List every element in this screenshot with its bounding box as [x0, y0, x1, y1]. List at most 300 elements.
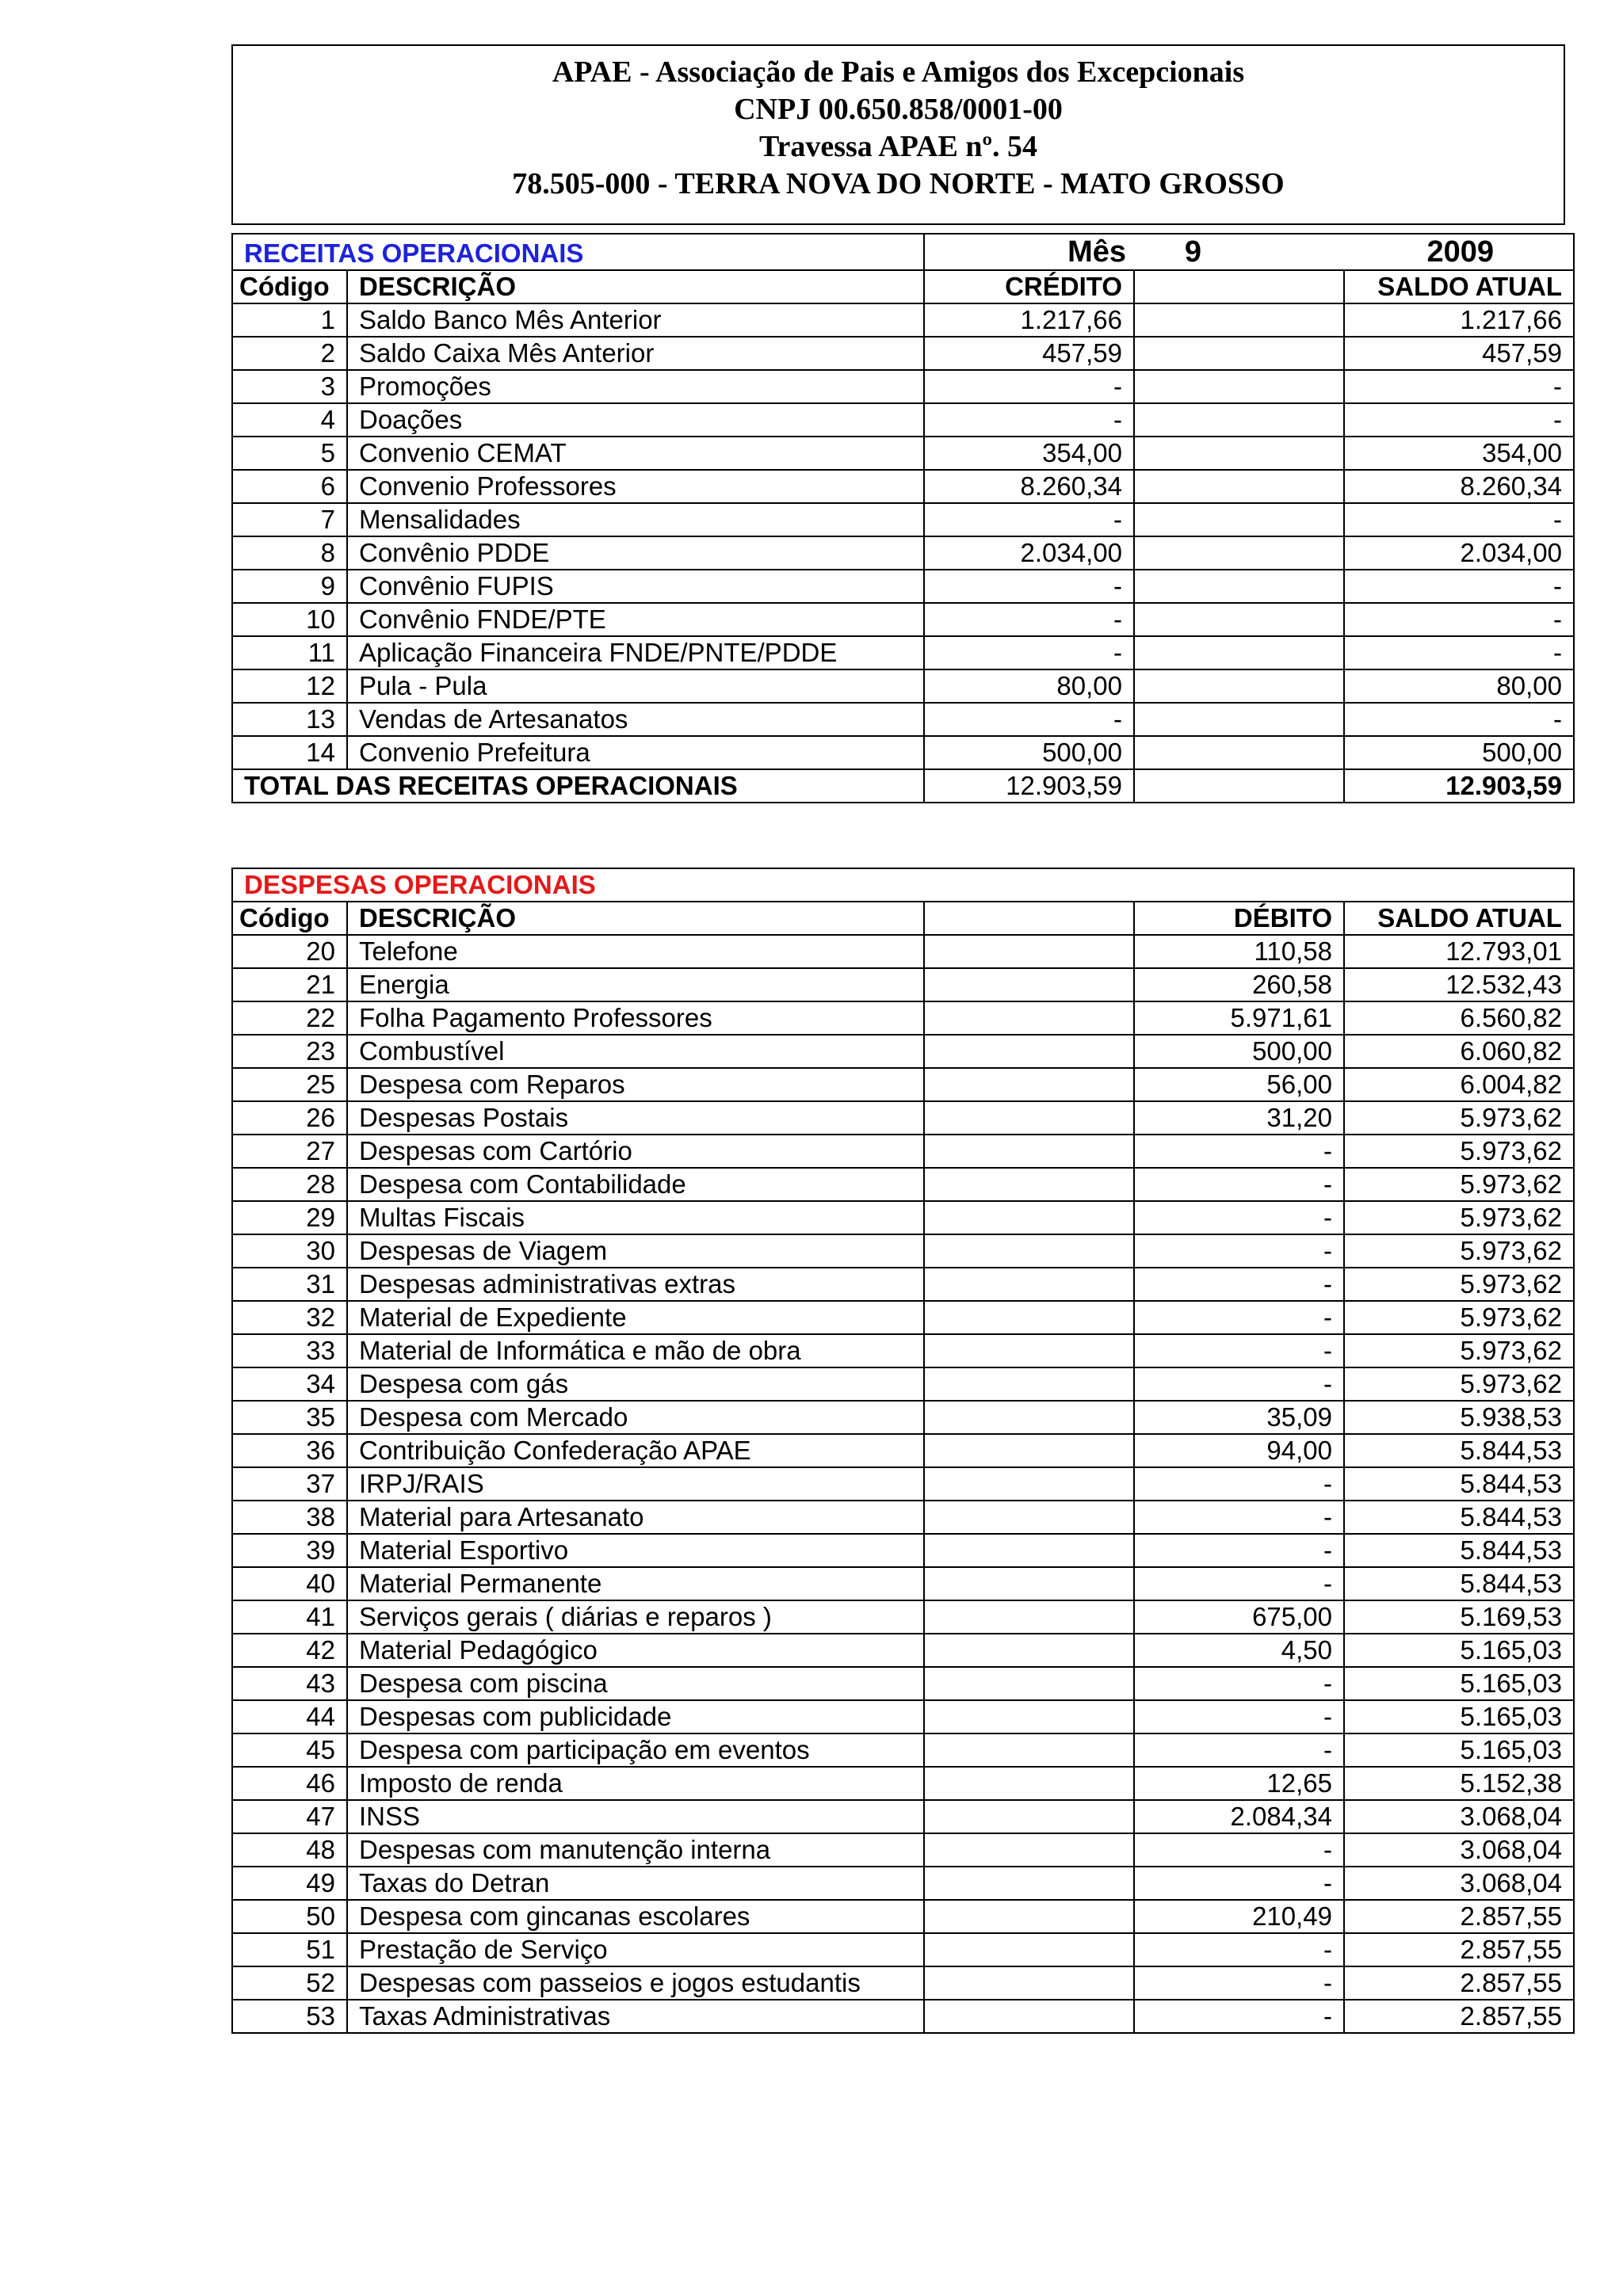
row-saldo: 5.169,53: [1344, 1600, 1574, 1634]
table-row: [232, 2000, 1574, 2033]
table-row: [232, 570, 1574, 603]
row-descricao: Convênio PDDE: [347, 536, 924, 570]
receitas-table: [231, 233, 1575, 803]
row-credito: 500,00: [924, 736, 1134, 769]
empty-cell: [1134, 536, 1344, 570]
row-descricao: INSS: [347, 1800, 924, 1833]
row-saldo: 3.068,04: [1344, 1800, 1574, 1833]
row-saldo: 5.844,53: [1344, 1467, 1574, 1501]
row-descricao: Promoções: [347, 370, 924, 403]
col-header-debito: DÉBITO: [1134, 902, 1344, 935]
row-saldo: 5.973,62: [1344, 1168, 1574, 1201]
row-debito: -: [1134, 1833, 1344, 1867]
row-debito: -: [1134, 1667, 1344, 1700]
row-descricao: Convenio Prefeitura: [347, 736, 924, 769]
empty-cell: [924, 1667, 1134, 1700]
row-descricao: Contribuição Confederação APAE: [347, 1434, 924, 1467]
empty-cell: [1134, 337, 1344, 370]
row-credito: -: [924, 703, 1134, 736]
table-row: [232, 1667, 1574, 1700]
row-credito: -: [924, 636, 1134, 669]
row-saldo: 80,00: [1344, 669, 1574, 703]
row-descricao: Convênio FNDE/PTE: [347, 603, 924, 636]
empty-cell: [924, 2000, 1134, 2033]
row-descricao: Despesas com passeios e jogos estudantis: [347, 1966, 924, 2000]
row-credito: -: [924, 403, 1134, 437]
row-saldo: 6.004,82: [1344, 1068, 1574, 1101]
row-debito: -: [1134, 1966, 1344, 2000]
row-codigo: 8: [232, 536, 347, 570]
receitas-total-row: [232, 769, 1574, 803]
empty-cell: [1134, 769, 1344, 803]
empty-cell: [924, 1966, 1134, 2000]
row-saldo: 6.060,82: [1344, 1035, 1574, 1068]
row-credito: 8.260,34: [924, 470, 1134, 503]
row-codigo: 20: [232, 935, 347, 968]
row-debito: -: [1134, 1168, 1344, 1201]
empty-cell: [924, 935, 1134, 968]
table-row: [232, 1867, 1574, 1900]
row-codigo: 4: [232, 403, 347, 437]
empty-cell: [924, 1201, 1134, 1234]
row-debito: 5.971,61: [1134, 1001, 1344, 1035]
row-codigo: 40: [232, 1567, 347, 1600]
receitas-header-row: [232, 270, 1574, 303]
row-descricao: Telefone: [347, 935, 924, 968]
despesas-title-row: [232, 868, 1574, 902]
row-saldo: -: [1344, 703, 1574, 736]
empty-cell: [924, 1401, 1134, 1434]
row-debito: 110,58: [1134, 935, 1344, 968]
row-debito: -: [1134, 1334, 1344, 1367]
row-codigo: 51: [232, 1933, 347, 1966]
table-row: [232, 1733, 1574, 1767]
row-codigo: 25: [232, 1068, 347, 1101]
empty-cell: [924, 1567, 1134, 1600]
row-codigo: 3: [232, 370, 347, 403]
row-debito: -: [1134, 1700, 1344, 1733]
row-descricao: Convenio Professores: [347, 470, 924, 503]
empty-cell: [924, 1367, 1134, 1401]
row-descricao: Despesas de Viagem: [347, 1234, 924, 1268]
row-codigo: 26: [232, 1101, 347, 1135]
table-row: [232, 1634, 1574, 1667]
row-debito: 56,00: [1134, 1068, 1344, 1101]
row-saldo: -: [1344, 570, 1574, 603]
table-row: [232, 1101, 1574, 1135]
table-row: [232, 1501, 1574, 1534]
row-saldo: 5.938,53: [1344, 1401, 1574, 1434]
empty-cell: [924, 1334, 1134, 1367]
row-codigo: 39: [232, 1534, 347, 1567]
table-row: [232, 736, 1574, 769]
row-saldo: 5.973,62: [1344, 1135, 1574, 1168]
row-debito: 94,00: [1134, 1434, 1344, 1467]
table-row: [232, 1434, 1574, 1467]
empty-cell: [1134, 603, 1344, 636]
table-row: [232, 1301, 1574, 1334]
row-descricao: Despesa com Reparos: [347, 1068, 924, 1101]
row-codigo: 21: [232, 968, 347, 1001]
row-codigo: 32: [232, 1301, 347, 1334]
row-saldo: 3.068,04: [1344, 1867, 1574, 1900]
row-descricao: Despesas com Cartório: [347, 1135, 924, 1168]
row-codigo: 7: [232, 503, 347, 536]
row-codigo: 42: [232, 1634, 347, 1667]
table-row: [232, 470, 1574, 503]
row-descricao: Despesa com gás: [347, 1367, 924, 1401]
row-descricao: Mensalidades: [347, 503, 924, 536]
row-saldo: -: [1344, 603, 1574, 636]
row-credito: -: [924, 603, 1134, 636]
org-cnpj: CNPJ 00.650.858/0001-00: [734, 93, 1063, 126]
row-codigo: 9: [232, 570, 347, 603]
row-codigo: 28: [232, 1168, 347, 1201]
row-descricao: Material Pedagógico: [347, 1634, 924, 1667]
month-value: 9: [1134, 234, 1344, 270]
organization-header: [231, 44, 1565, 225]
row-credito: 80,00: [924, 669, 1134, 703]
empty-cell: [924, 1933, 1134, 1966]
row-codigo: 5: [232, 437, 347, 470]
row-debito: -: [1134, 1268, 1344, 1301]
row-saldo: -: [1344, 636, 1574, 669]
empty-cell: [1134, 503, 1344, 536]
table-row: [232, 1367, 1574, 1401]
row-saldo: 5.152,38: [1344, 1767, 1574, 1800]
empty-cell: [924, 1068, 1134, 1101]
table-row: [232, 1068, 1574, 1101]
table-row: [232, 968, 1574, 1001]
row-saldo: 2.857,55: [1344, 1966, 1574, 2000]
empty-cell: [1134, 470, 1344, 503]
row-descricao: Energia: [347, 968, 924, 1001]
row-saldo: 8.260,34: [1344, 470, 1574, 503]
row-saldo: 5.844,53: [1344, 1534, 1574, 1567]
empty-cell: [924, 1135, 1134, 1168]
row-saldo: 2.857,55: [1344, 1933, 1574, 1966]
row-descricao: Saldo Caixa Mês Anterior: [347, 337, 924, 370]
empty-cell: [924, 1833, 1134, 1867]
row-descricao: Despesa com participação em eventos: [347, 1733, 924, 1767]
table-row: [232, 1600, 1574, 1634]
table-row: [232, 1001, 1574, 1035]
empty-cell: [1134, 703, 1344, 736]
row-codigo: 12: [232, 669, 347, 703]
table-row: [232, 370, 1574, 403]
row-codigo: 50: [232, 1900, 347, 1933]
row-descricao: Despesa com Mercado: [347, 1401, 924, 1434]
table-row: [232, 437, 1574, 470]
row-saldo: 5.165,03: [1344, 1700, 1574, 1733]
row-codigo: 47: [232, 1800, 347, 1833]
despesas-rows: [232, 935, 1574, 2033]
empty-cell: [924, 1600, 1134, 1634]
row-saldo: 500,00: [1344, 736, 1574, 769]
year-value: 2009: [1344, 234, 1574, 270]
total-saldo: 12.903,59: [1344, 769, 1574, 803]
total-label: TOTAL DAS RECEITAS OPERACIONAIS: [232, 769, 924, 803]
col-header-codigo: Código: [232, 902, 347, 935]
row-credito: 457,59: [924, 337, 1134, 370]
empty-cell: [1134, 270, 1344, 303]
row-credito: 1.217,66: [924, 303, 1134, 337]
table-row: [232, 536, 1574, 570]
row-codigo: 2: [232, 337, 347, 370]
table-row: [232, 1534, 1574, 1567]
table-row: [232, 1201, 1574, 1234]
row-debito: -: [1134, 1933, 1344, 1966]
empty-cell: [1134, 370, 1344, 403]
empty-cell: [924, 1900, 1134, 1933]
row-codigo: 27: [232, 1135, 347, 1168]
row-credito: -: [924, 370, 1134, 403]
org-address: Travessa APAE nº. 54: [758, 130, 1038, 163]
table-row: [232, 1035, 1574, 1068]
empty-cell: [924, 902, 1134, 935]
row-debito: -: [1134, 1567, 1344, 1600]
row-debito: -: [1134, 1534, 1344, 1567]
table-row: [232, 1567, 1574, 1600]
row-codigo: 38: [232, 1501, 347, 1534]
row-codigo: 10: [232, 603, 347, 636]
receitas-title: RECEITAS OPERACIONAIS: [232, 234, 924, 270]
row-descricao: Material Esportivo: [347, 1534, 924, 1567]
empty-cell: [924, 1168, 1134, 1201]
empty-cell: [924, 1733, 1134, 1767]
col-header-credito: CRÉDITO: [924, 270, 1134, 303]
table-row: [232, 1334, 1574, 1367]
empty-cell: [924, 1767, 1134, 1800]
row-descricao: Serviços gerais ( diárias e reparos ): [347, 1600, 924, 1634]
row-codigo: 41: [232, 1600, 347, 1634]
row-debito: 675,00: [1134, 1600, 1344, 1634]
row-saldo: 6.560,82: [1344, 1001, 1574, 1035]
row-descricao: Material de Informática e mão de obra: [347, 1334, 924, 1367]
table-row: [232, 1800, 1574, 1833]
table-row: [232, 1700, 1574, 1733]
empty-cell: [924, 1800, 1134, 1833]
row-saldo: -: [1344, 503, 1574, 536]
empty-cell: [924, 1434, 1134, 1467]
empty-cell: [924, 1234, 1134, 1268]
row-debito: 260,58: [1134, 968, 1344, 1001]
row-debito: -: [1134, 1867, 1344, 1900]
row-saldo: 457,59: [1344, 337, 1574, 370]
row-codigo: 31: [232, 1268, 347, 1301]
row-saldo: 2.857,55: [1344, 2000, 1574, 2033]
row-codigo: 29: [232, 1201, 347, 1234]
table-row: [232, 935, 1574, 968]
row-descricao: Doações: [347, 403, 924, 437]
row-codigo: 11: [232, 636, 347, 669]
empty-cell: [1134, 669, 1344, 703]
despesas-table: [231, 868, 1575, 2034]
row-descricao: Despesas com publicidade: [347, 1700, 924, 1733]
empty-cell: [924, 1268, 1134, 1301]
row-codigo: 49: [232, 1867, 347, 1900]
row-codigo: 44: [232, 1700, 347, 1733]
col-header-saldo: SALDO ATUAL: [1344, 270, 1574, 303]
table-row: [232, 636, 1574, 669]
row-descricao: Pula - Pula: [347, 669, 924, 703]
row-codigo: 34: [232, 1367, 347, 1401]
row-credito: -: [924, 503, 1134, 536]
table-row: [232, 403, 1574, 437]
row-codigo: 1: [232, 303, 347, 337]
row-codigo: 22: [232, 1001, 347, 1035]
row-saldo: 2.034,00: [1344, 536, 1574, 570]
table-row: [232, 303, 1574, 337]
row-saldo: 5.844,53: [1344, 1501, 1574, 1534]
table-row: [232, 1168, 1574, 1201]
row-descricao: Material Permanente: [347, 1567, 924, 1600]
row-codigo: 45: [232, 1733, 347, 1767]
row-codigo: 30: [232, 1234, 347, 1268]
row-debito: 12,65: [1134, 1767, 1344, 1800]
table-row: [232, 603, 1574, 636]
row-debito: -: [1134, 1501, 1344, 1534]
empty-cell: [1134, 570, 1344, 603]
row-codigo: 43: [232, 1667, 347, 1700]
table-row: [232, 503, 1574, 536]
empty-cell: [924, 1035, 1134, 1068]
table-row: [232, 1268, 1574, 1301]
row-descricao: Prestação de Serviço: [347, 1933, 924, 1966]
row-descricao: Material de Expediente: [347, 1301, 924, 1334]
row-saldo: 354,00: [1344, 437, 1574, 470]
row-debito: -: [1134, 2000, 1344, 2033]
empty-cell: [1134, 403, 1344, 437]
row-debito: 31,20: [1134, 1101, 1344, 1135]
row-codigo: 6: [232, 470, 347, 503]
row-saldo: 5.165,03: [1344, 1634, 1574, 1667]
row-saldo: 5.973,62: [1344, 1101, 1574, 1135]
row-debito: -: [1134, 1467, 1344, 1501]
row-debito: -: [1134, 1367, 1344, 1401]
empty-cell: [924, 1634, 1134, 1667]
table-row: [232, 337, 1574, 370]
table-row: [232, 1467, 1574, 1501]
row-descricao: Saldo Banco Mês Anterior: [347, 303, 924, 337]
table-row: [232, 1933, 1574, 1966]
row-debito: -: [1134, 1733, 1344, 1767]
row-debito: -: [1134, 1301, 1344, 1334]
empty-cell: [924, 1534, 1134, 1567]
table-row: [232, 1833, 1574, 1867]
row-saldo: 5.844,53: [1344, 1434, 1574, 1467]
col-header-codigo: Código: [232, 270, 347, 303]
row-codigo: 13: [232, 703, 347, 736]
row-descricao: Taxas do Detran: [347, 1867, 924, 1900]
row-credito: 2.034,00: [924, 536, 1134, 570]
row-saldo: 12.532,43: [1344, 968, 1574, 1001]
row-saldo: 5.973,62: [1344, 1367, 1574, 1401]
empty-cell: [1134, 437, 1344, 470]
row-descricao: Despesa com Contabilidade: [347, 1168, 924, 1201]
table-row: [232, 1966, 1574, 2000]
empty-cell: [1134, 636, 1344, 669]
table-row: [232, 1900, 1574, 1933]
col-header-saldo: SALDO ATUAL: [1344, 902, 1574, 935]
table-row: [232, 703, 1574, 736]
col-header-descricao: DESCRIÇÃO: [347, 902, 924, 935]
row-descricao: Vendas de Artesanatos: [347, 703, 924, 736]
row-saldo: 2.857,55: [1344, 1900, 1574, 1933]
row-descricao: Imposto de renda: [347, 1767, 924, 1800]
row-saldo: 5.165,03: [1344, 1667, 1574, 1700]
row-debito: 500,00: [1134, 1035, 1344, 1068]
row-codigo: 52: [232, 1966, 347, 2000]
receitas-title-row: [232, 234, 1574, 270]
row-descricao: Convenio CEMAT: [347, 437, 924, 470]
month-label: Mês: [924, 234, 1134, 270]
empty-cell: [924, 1101, 1134, 1135]
row-descricao: Material para Artesanato: [347, 1501, 924, 1534]
row-saldo: 5.844,53: [1344, 1567, 1574, 1600]
row-saldo: 5.973,62: [1344, 1334, 1574, 1367]
row-codigo: 33: [232, 1334, 347, 1367]
row-descricao: Combustível: [347, 1035, 924, 1068]
row-descricao: Despesa com gincanas escolares: [347, 1900, 924, 1933]
row-saldo: 12.793,01: [1344, 935, 1574, 968]
row-debito: -: [1134, 1234, 1344, 1268]
row-saldo: 1.217,66: [1344, 303, 1574, 337]
row-codigo: 48: [232, 1833, 347, 1867]
empty-cell: [924, 1700, 1134, 1733]
table-row: [232, 1234, 1574, 1268]
row-debito: 4,50: [1134, 1634, 1344, 1667]
row-descricao: Despesas Postais: [347, 1101, 924, 1135]
col-header-descricao: DESCRIÇÃO: [347, 270, 924, 303]
table-row: [232, 1135, 1574, 1168]
empty-cell: [924, 1867, 1134, 1900]
row-descricao: Despesa com piscina: [347, 1667, 924, 1700]
row-debito: 210,49: [1134, 1900, 1344, 1933]
row-codigo: 36: [232, 1434, 347, 1467]
empty-cell: [1134, 303, 1344, 337]
row-saldo: 5.973,62: [1344, 1268, 1574, 1301]
receitas-rows: [232, 303, 1574, 769]
row-descricao: Taxas Administrativas: [347, 2000, 924, 2033]
row-saldo: 5.973,62: [1344, 1301, 1574, 1334]
row-credito: 354,00: [924, 437, 1134, 470]
table-row: [232, 1767, 1574, 1800]
empty-cell: [924, 1301, 1134, 1334]
row-debito: -: [1134, 1135, 1344, 1168]
row-codigo: 35: [232, 1401, 347, 1434]
row-saldo: -: [1344, 403, 1574, 437]
row-codigo: 14: [232, 736, 347, 769]
row-descricao: Aplicação Financeira FNDE/PNTE/PDDE: [347, 636, 924, 669]
row-saldo: 5.165,03: [1344, 1733, 1574, 1767]
row-saldo: 5.973,62: [1344, 1234, 1574, 1268]
row-descricao: Despesas administrativas extras: [347, 1268, 924, 1301]
empty-cell: [924, 1467, 1134, 1501]
row-saldo: -: [1344, 370, 1574, 403]
row-descricao: Folha Pagamento Professores: [347, 1001, 924, 1035]
table-row: [232, 669, 1574, 703]
row-credito: -: [924, 570, 1134, 603]
row-saldo: 3.068,04: [1344, 1833, 1574, 1867]
row-codigo: 53: [232, 2000, 347, 2033]
row-descricao: Convênio FUPIS: [347, 570, 924, 603]
despesas-header-row: [232, 902, 1574, 935]
row-debito: 35,09: [1134, 1401, 1344, 1434]
row-codigo: 23: [232, 1035, 347, 1068]
table-row: [232, 1401, 1574, 1434]
despesas-title: DESPESAS OPERACIONAIS: [232, 868, 1574, 902]
